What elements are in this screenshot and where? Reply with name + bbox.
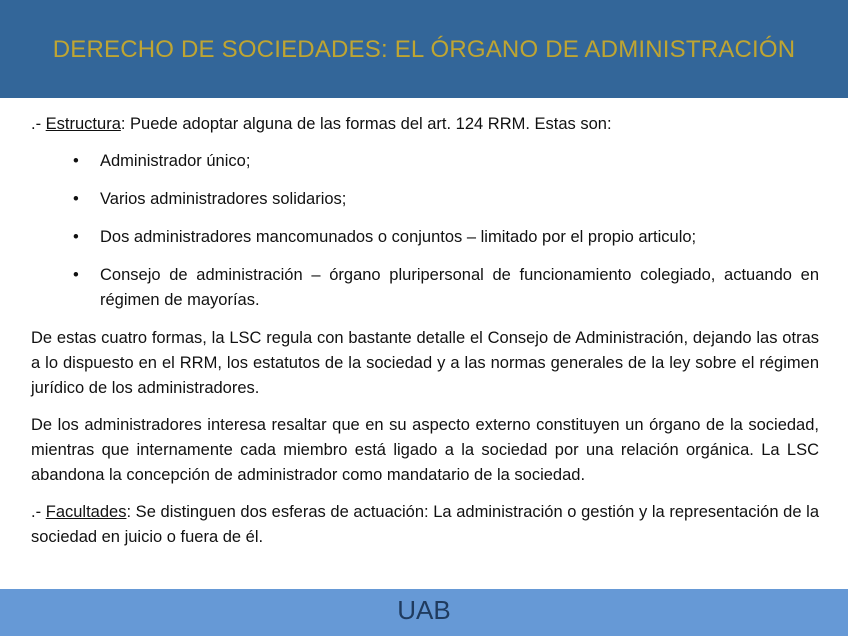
bullet-icon: •	[73, 190, 79, 208]
slide-title: DERECHO DE SOCIEDADES: EL ÓRGANO DE ADMINISTRACIÓN	[52, 36, 796, 63]
paragraph-lsc-regulation: De estas cuatro formas, la LSC regula con bastante detalle el Consejo de Administración, dejando las otras a lo dispuesto en el RRM, los estatutos de la sociedad y a las normas generales de la ley sobre el régimen jurídico de los administradores.	[31, 329, 819, 397]
list-item-text: Administrador único;	[100, 152, 251, 170]
bullet-icon: •	[73, 228, 79, 246]
footer-label: UAB	[397, 595, 451, 625]
estructura-prefix: .-	[31, 115, 46, 133]
slide-content	[31, 112, 819, 562]
slide-footer	[0, 589, 848, 636]
list-item	[31, 263, 819, 313]
forms-list	[31, 149, 819, 313]
facultades-prefix: .-	[31, 503, 46, 521]
list-item-text: Varios administradores solidarios;	[100, 190, 347, 208]
estructura-paragraph	[31, 112, 819, 137]
list-item	[31, 149, 819, 174]
bullet-icon: •	[73, 152, 79, 170]
list-item	[31, 225, 819, 250]
facultades-paragraph	[31, 500, 819, 550]
estructura-term: Estructura	[45, 115, 121, 133]
list-item-text: Consejo de administración – órgano pluripersonal de funcionamiento colegiado, actuando en régimen de mayorías.	[100, 266, 819, 309]
slide-header	[0, 0, 848, 98]
facultades-term: Facultades	[45, 503, 127, 521]
list-item	[31, 187, 819, 212]
bullet-icon: •	[73, 266, 79, 284]
paragraph-administrators: De los administradores interesa resaltar que en su aspecto externo constituyen un órgano de la sociedad, mientras que internamente cada miembro está ligado a la sociedad por una relación orgánica. La LSC abandona la concepción de administrador como mandatario de la sociedad.	[31, 416, 819, 484]
facultades-text: : Se distinguen dos esferas de actuación: La administración o gestión y la representación de la sociedad en juicio o fuera de él.	[31, 503, 819, 546]
estructura-text: : Puede adoptar alguna de las formas del art. 124 RRM. Estas son:	[120, 115, 612, 133]
list-item-text: Dos administradores mancomunados o conjuntos – limitado por el propio articulo;	[100, 228, 697, 246]
